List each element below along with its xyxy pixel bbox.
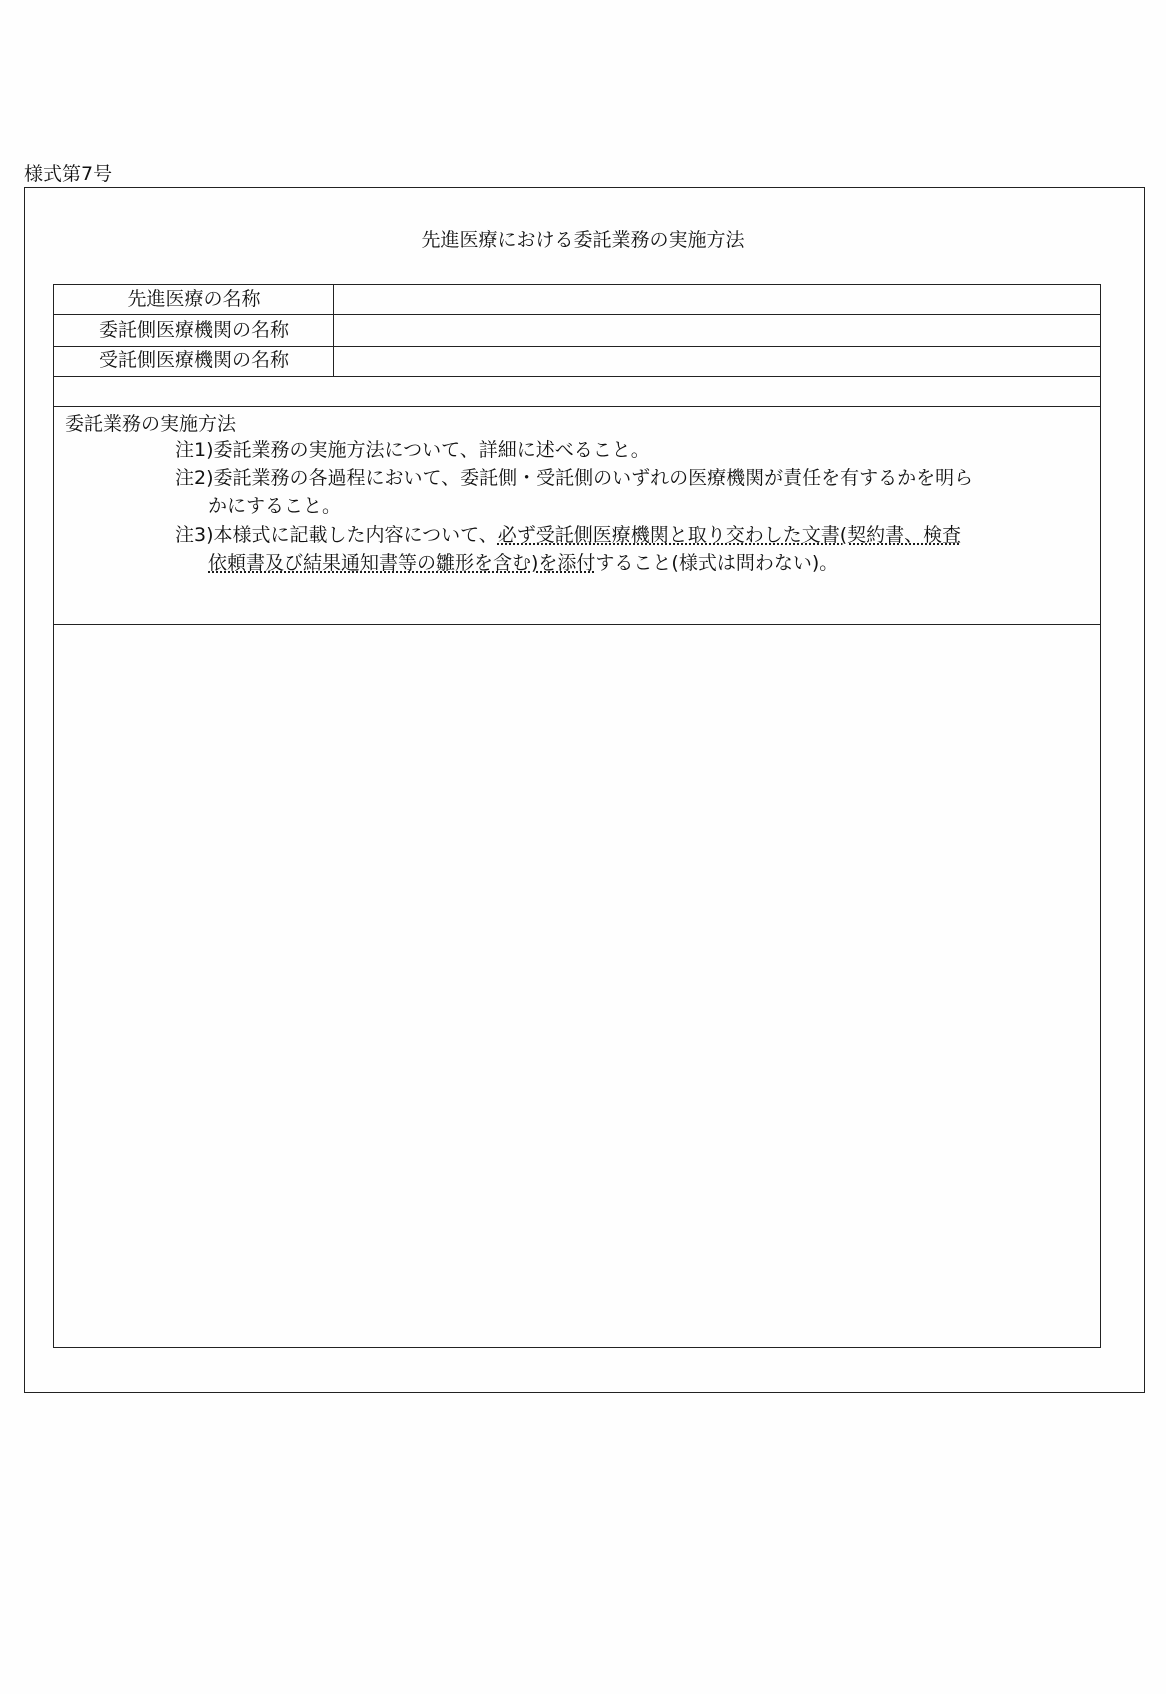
note-3-underlined: 必ず受託側医療機関と取り交わした文書(契約書、検査 [497, 524, 962, 546]
page-title: 先進医療における委託業務の実施方法 [421, 229, 745, 251]
table-border-bottom [53, 1347, 1101, 1348]
note-3-suffix: すること(様式は問わない)。 [595, 552, 839, 574]
note-3-underlined-continued: 依頼書及び結果通知書等の雛形を含む)を添付 [208, 552, 596, 574]
field-advanced-medical-name[interactable] [336, 286, 1098, 313]
form-number: 様式第7号 [24, 163, 113, 185]
field-contracted-institution[interactable] [336, 348, 1098, 375]
note-1: 注1)委託業務の実施方法について、詳細に述べること。 [175, 439, 650, 461]
table-divider [53, 624, 1101, 625]
note-2-continued: かにすること。 [208, 495, 342, 517]
note-2: 注2)委託業務の各過程において、委託側・受託側のいずれの医療機関が責任を有するかを明ら [175, 467, 974, 489]
table-divider [53, 376, 1101, 377]
table-border-left [53, 284, 54, 1347]
method-content-area[interactable] [56, 627, 1098, 1345]
field-consigning-institution[interactable] [336, 316, 1098, 344]
table-border-right [1100, 284, 1101, 1347]
note-3-prefix: 注3)本様式に記載した内容について、 [175, 524, 498, 546]
label-consigning-institution: 委託側医療機関の名称 [98, 319, 289, 341]
method-heading: 委託業務の実施方法 [65, 413, 237, 435]
table-divider [53, 406, 1101, 407]
note-3 [175, 521, 961, 549]
note-3-continued [208, 549, 838, 577]
label-advanced-medical-name: 先進医療の名称 [127, 288, 261, 310]
label-contracted-institution: 受託側医療機関の名称 [98, 349, 289, 371]
